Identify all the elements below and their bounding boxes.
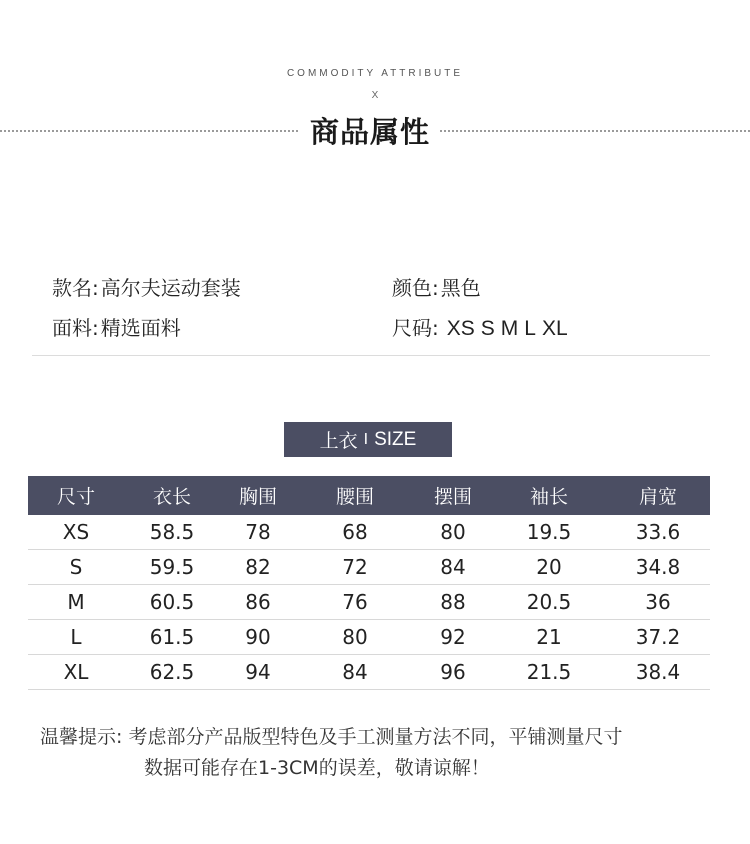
header-sleeve: 袖长	[492, 476, 606, 515]
header-size: 尺寸	[28, 476, 124, 515]
size-option: L	[524, 317, 536, 340]
size-option: M	[500, 317, 519, 340]
cell: 61.5	[124, 620, 220, 655]
dotted-divider-right	[440, 130, 750, 132]
cell: 68	[296, 515, 414, 550]
tag-en: SIZE	[374, 428, 417, 450]
note-line-1: 温馨提示: 考虑部分产品版型特色及手工测量方法不同，平铺测量尺寸	[40, 726, 623, 748]
cell: 76	[296, 585, 414, 620]
cell: 78	[220, 515, 296, 550]
cell: 62.5	[124, 655, 220, 690]
size-table	[28, 476, 710, 690]
cell: 92	[414, 620, 492, 655]
fabric-label: 面料:	[52, 316, 99, 340]
cell: 34.8	[606, 550, 710, 585]
attribute-style	[52, 272, 241, 301]
cell: 86	[220, 585, 296, 620]
color-value: 黑色	[440, 276, 481, 300]
attribute-size	[392, 312, 568, 341]
cell: 38.4	[606, 655, 710, 690]
cell: 84	[414, 550, 492, 585]
x-mark: X	[371, 90, 379, 101]
size-option: XS	[446, 317, 475, 340]
tag-separator: I	[363, 430, 369, 448]
style-value: 高尔夫运动套装	[100, 276, 241, 300]
cell: L	[28, 620, 124, 655]
attribute-color	[392, 272, 481, 301]
size-option: XL	[541, 317, 568, 340]
table-row	[28, 620, 710, 655]
cell: 21	[492, 620, 606, 655]
cell: 20.5	[492, 585, 606, 620]
table-row	[28, 655, 710, 690]
cell: 80	[296, 620, 414, 655]
header-waist: 腰围	[296, 476, 414, 515]
fabric-value: 精选面料	[100, 316, 181, 340]
cell: 33.6	[606, 515, 710, 550]
table-row	[28, 515, 710, 550]
size-label: 尺码:	[392, 316, 439, 340]
cell: 94	[220, 655, 296, 690]
cell: XS	[28, 515, 124, 550]
cell: 19.5	[492, 515, 606, 550]
cell: 80	[414, 515, 492, 550]
cell: 37.2	[606, 620, 710, 655]
dotted-divider-left	[0, 130, 298, 132]
cell: S	[28, 550, 124, 585]
cell: 36	[606, 585, 710, 620]
cell: M	[28, 585, 124, 620]
cell: 90	[220, 620, 296, 655]
header-chest: 胸围	[220, 476, 296, 515]
table-row	[28, 585, 710, 620]
cell: 60.5	[124, 585, 220, 620]
cell: 58.5	[124, 515, 220, 550]
header-length: 衣长	[124, 476, 220, 515]
cell: 20	[492, 550, 606, 585]
cell: 88	[414, 585, 492, 620]
table-row	[28, 550, 710, 585]
tag-cn: 上衣	[319, 431, 358, 452]
size-option: S	[480, 317, 495, 340]
cell: 21.5	[492, 655, 606, 690]
measurement-note	[40, 722, 720, 784]
cell: 96	[414, 655, 492, 690]
cell: XL	[28, 655, 124, 690]
table-header-row	[28, 476, 710, 515]
header-shoulder: 肩宽	[606, 476, 710, 515]
eyebrow-text: COMMODITY ATTRIBUTE	[286, 68, 464, 79]
size-section-tag	[284, 422, 452, 457]
cell: 82	[220, 550, 296, 585]
attributes-divider	[32, 355, 710, 356]
header-hem: 摆围	[414, 476, 492, 515]
cell: 72	[296, 550, 414, 585]
note-line-2: 数据可能存在1-3CM的误差，敬请谅解！	[144, 757, 490, 779]
page-title: 商品属性	[309, 115, 430, 149]
attribute-fabric	[52, 312, 181, 341]
color-label: 颜色:	[392, 276, 439, 300]
style-label: 款名:	[52, 276, 99, 300]
cell: 59.5	[124, 550, 220, 585]
cell: 84	[296, 655, 414, 690]
